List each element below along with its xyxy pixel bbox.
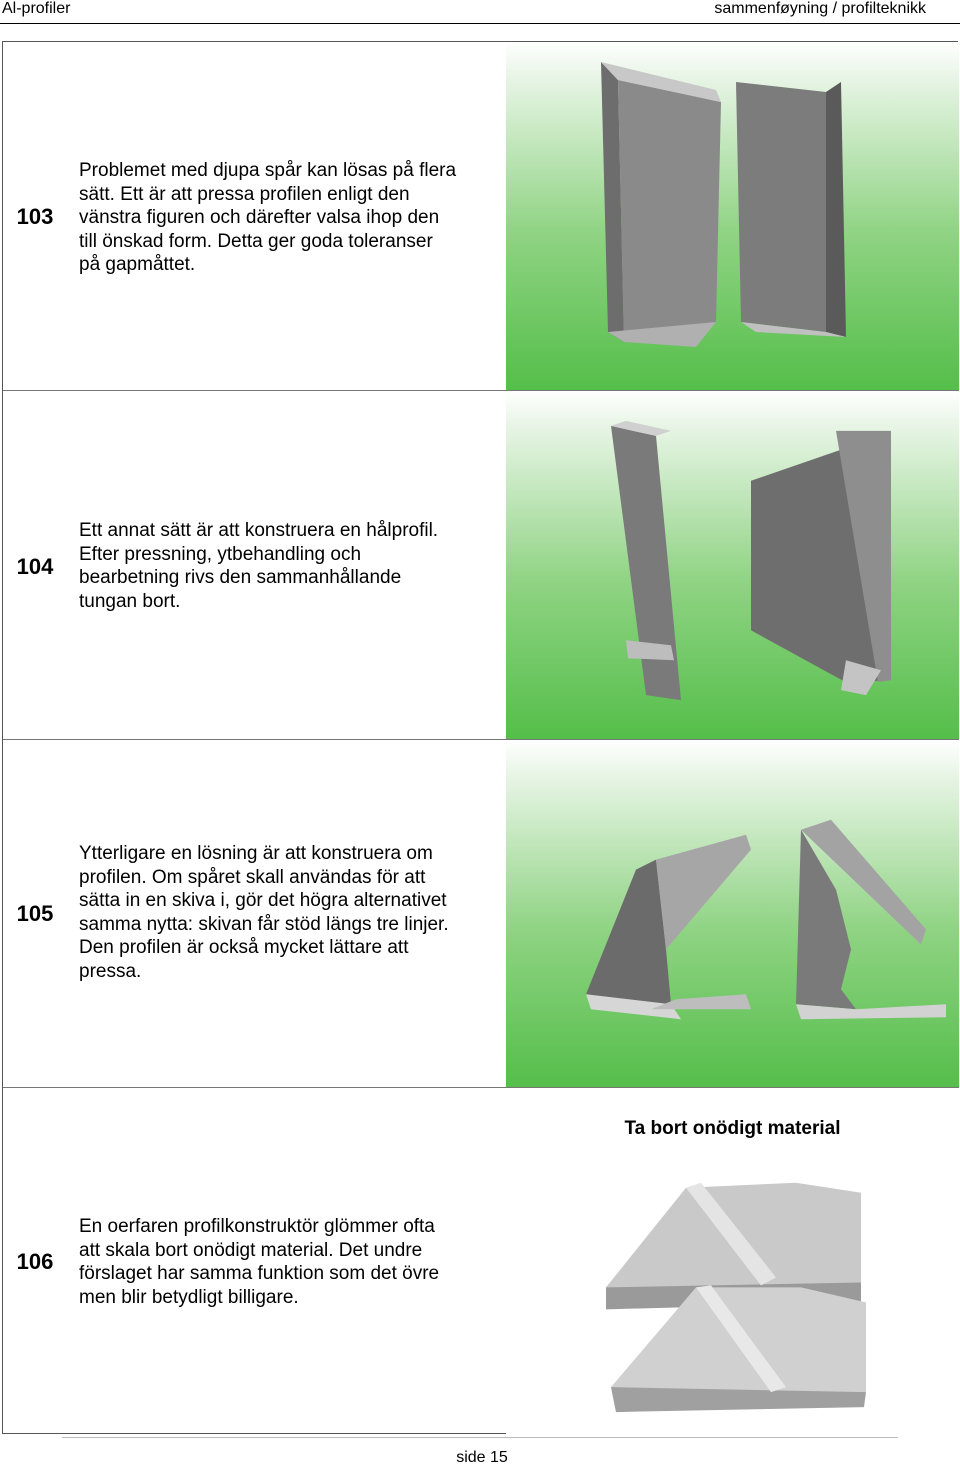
row-number: 105 <box>16 901 54 926</box>
text-line: Efter pressning, ytbehandling och <box>79 543 362 565</box>
row-text <box>79 159 489 277</box>
row-text <box>79 519 489 613</box>
row-number: 106 <box>16 1249 54 1274</box>
header-rule <box>0 23 960 24</box>
profile-illustration <box>506 42 959 390</box>
text-line: tungan bort. <box>79 590 181 612</box>
text-line: samma nytta: skivan får stöd längs tre linjer. <box>79 913 449 935</box>
text-line: men blir betydligt billigare. <box>79 1286 299 1308</box>
text-line: förslaget har samma funktion som det övre <box>79 1263 440 1284</box>
profile-illustration <box>506 1088 959 1434</box>
text-line: till önskad form. Detta ger goda toleranser <box>79 230 433 252</box>
text-line: Problemet med djupa spår kan lösas på flera <box>79 160 457 181</box>
text-line: på gapmåttet. <box>79 254 196 275</box>
footer-rule <box>62 1437 898 1438</box>
text-line: pressa. <box>79 960 142 982</box>
image-caption: Ta bort onödigt material <box>624 1118 841 1139</box>
profile-illustration <box>506 391 959 739</box>
text-line: bearbetning rivs den sammanhållande <box>79 567 402 588</box>
table-row <box>3 390 959 739</box>
row-text <box>79 1215 489 1309</box>
text-line: Ytterligare en lösning är att konstruera om <box>79 843 433 864</box>
text-line: vänstra figuren och därefter valsa ihop den <box>79 207 440 228</box>
text-line: sätt. Ett är att pressa profilen enligt den <box>79 183 410 205</box>
table-row <box>3 1087 959 1434</box>
table-row <box>3 739 959 1087</box>
page-number: side 15 <box>456 1449 508 1466</box>
text-line: Ett annat sätt är att konstruera en hålprofil. <box>79 520 439 541</box>
row-number: 104 <box>16 554 54 579</box>
text-line: profilen. Om spåret skall användas för att <box>79 866 426 888</box>
table-row <box>3 42 959 390</box>
text-line: sätta in en skiva i, gör det högra alternativet <box>79 890 447 911</box>
header-left: Al-profiler <box>2 0 71 17</box>
row-text <box>79 842 489 983</box>
row-number: 103 <box>16 204 54 229</box>
content-table <box>2 41 958 1434</box>
text-line: En oerfaren profilkonstruktör glömmer ofta <box>79 1216 435 1237</box>
header-right: sammenføyning / profilteknikk <box>714 0 926 17</box>
text-line: att skala bort onödigt material. Det undre <box>79 1239 423 1261</box>
profile-illustration <box>506 740 959 1087</box>
text-line: Den profilen är också mycket lättare att <box>79 937 409 958</box>
